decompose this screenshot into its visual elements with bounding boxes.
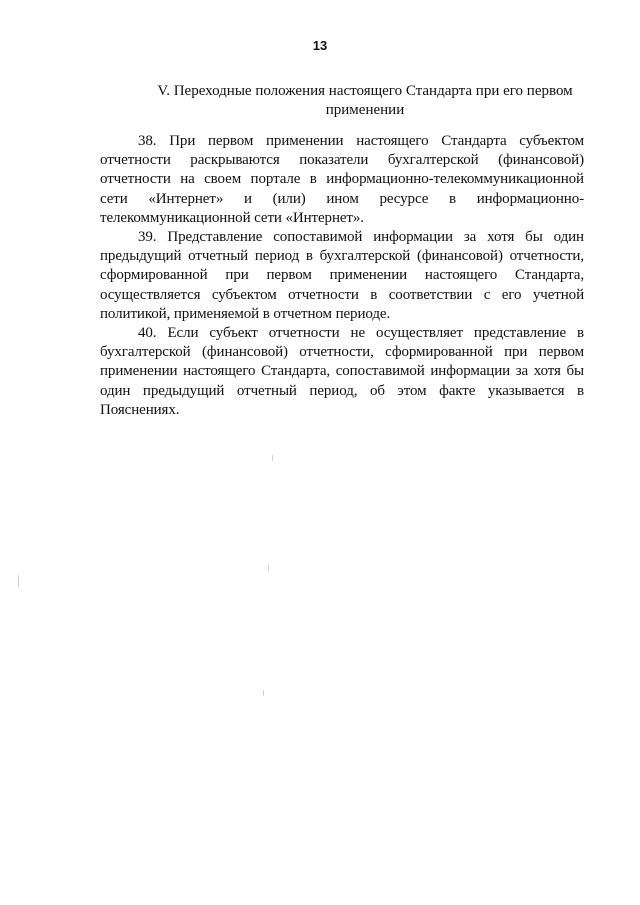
scan-speck [272,455,273,461]
paragraph-40: 40. Если субъект отчетности не осуществляет представление в бухгалтерской (финансовой) отчетности, сформированной при первом применении настоящего Стандарта, сопоставимой информации за хотя бы один предыдущий отчетный период, об этом факте указывается в Пояснениях. [100,325,584,418]
document-body [100,132,584,420]
paragraph-39: 39. Представление сопоставимой информации за хотя бы один предыдущий отчетный период в бухгалтерской (финансовой) отчетности, сформированной при первом применении настоящего Стандарта, осуществляется субъектом отчетности в соответствии с его учетной политикой, применяемой в отчетном периоде. [100,229,584,322]
paragraph-38: 38. При первом применении настоящего Стандарта субъектом отчетности раскрываются показатели бухгалтерской (финансовой) отчетности на своем портале в информационно-телекоммуникационной сети «Интернет» и (или) ином ресурсе в информационно-телекоммуникационной сети «Интернет». [100,133,584,226]
section-heading: V. Переходные положения настоящего Стандарта при его первом применении [157,83,573,118]
scan-speck [268,565,269,571]
scan-speck [263,690,264,696]
page-number: 13 [312,38,328,53]
scan-speck [18,575,19,587]
